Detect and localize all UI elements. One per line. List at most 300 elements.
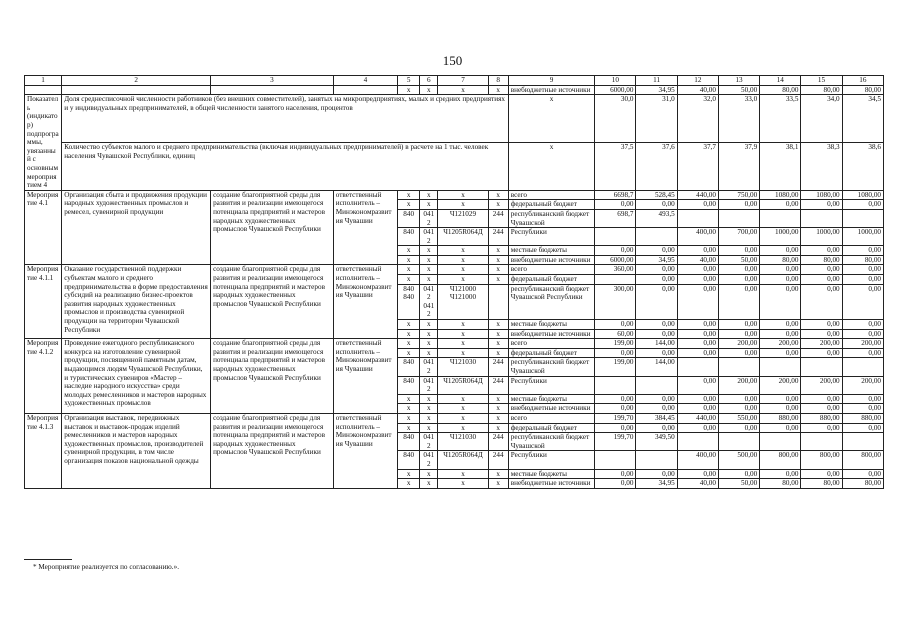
indicator-value: 37,5	[595, 142, 636, 190]
code-cell: x	[398, 265, 420, 275]
value-cell	[718, 358, 759, 376]
value-cell: 880,00	[760, 413, 801, 423]
value-cell	[677, 358, 718, 376]
code-cell: Ч1205R064Д	[438, 376, 488, 394]
value-cell: 0,00	[760, 284, 801, 319]
value-cell: 40,00	[677, 85, 718, 95]
event-executor: ответственный исполнитель – Минэкономразвития Чувашии	[333, 413, 397, 488]
table-row	[25, 339, 884, 349]
value-cell: 0,00	[636, 246, 677, 256]
indicator-value: 38,3	[801, 142, 842, 190]
value-cell: 0,00	[718, 246, 759, 256]
value-cell: 60,00	[595, 329, 636, 339]
code-cell: x	[420, 265, 438, 275]
value-cell: 80,00	[842, 255, 883, 265]
column-number: 1	[25, 76, 62, 86]
value-cell: 6000,00	[595, 255, 636, 265]
value-cell	[801, 209, 842, 227]
code-cell: x	[488, 423, 508, 433]
value-cell: 400,00	[677, 228, 718, 246]
value-cell	[842, 433, 883, 451]
code-cell: x	[438, 200, 488, 210]
code-cell: x	[420, 275, 438, 285]
funding-source: местные бюджеты	[508, 394, 595, 404]
value-cell: 0,00	[677, 469, 718, 479]
value-cell: 440,00	[677, 413, 718, 423]
value-cell	[718, 209, 759, 227]
event-executor: ответственный исполнитель – Минэкономразвития Чувашии	[333, 339, 397, 414]
column-number: 13	[718, 76, 759, 86]
empty-cell	[25, 85, 62, 95]
indicator-value: 32,0	[677, 95, 718, 143]
indicator-mark: x	[508, 95, 595, 143]
value-cell: 200,00	[842, 376, 883, 394]
indicator-value: 38,1	[760, 142, 801, 190]
value-cell: 80,00	[842, 479, 883, 489]
code-cell: Ч1205R064Д	[438, 228, 488, 246]
value-cell: 34,95	[636, 479, 677, 489]
code-cell: x	[438, 423, 488, 433]
value-cell: 0,00	[677, 348, 718, 358]
code-cell: Ч121030	[438, 433, 488, 451]
value-cell: 50,00	[718, 255, 759, 265]
column-number: 7	[438, 76, 488, 86]
event-goal: создание благоприятной среды для развития и реализации имеющегося потенциала предприятий и мастеров народных художественных промыслов Чувашской Республики	[211, 265, 334, 339]
code-cell: 244	[488, 228, 508, 246]
value-cell: 0,00	[801, 320, 842, 330]
value-cell: 0,00	[636, 348, 677, 358]
value-cell: 0,00	[636, 200, 677, 210]
indicator-row	[25, 142, 884, 190]
code-cell: x	[398, 469, 420, 479]
funding-source: всего	[508, 413, 595, 423]
value-cell: 0,00	[801, 200, 842, 210]
event-executor: ответственный исполнитель – Минэкономразвития Чувашии	[333, 265, 397, 339]
funding-source: федеральный бюджет	[508, 200, 595, 210]
value-cell: 0,00	[677, 246, 718, 256]
funding-source: Республики	[508, 228, 595, 246]
code-cell: x	[488, 404, 508, 414]
code-cell: 0412	[420, 376, 438, 394]
value-cell: 0,00	[636, 329, 677, 339]
code-cell: x	[398, 404, 420, 414]
value-cell	[718, 433, 759, 451]
value-cell: 0,00	[760, 265, 801, 275]
column-number: 3	[211, 76, 334, 86]
code-cell: x	[398, 339, 420, 349]
funding-source: внебюджетные источники	[508, 255, 595, 265]
code-cell: x	[488, 255, 508, 265]
code-cell: x	[488, 479, 508, 489]
code-cell: x	[398, 320, 420, 330]
code-cell: x	[488, 348, 508, 358]
indicator-label: Показатель (индикатор) подпрограммы, увязанный с основным мероприятием 4	[25, 95, 62, 191]
code-cell: 0412	[420, 433, 438, 451]
value-cell: 0,00	[801, 246, 842, 256]
code-cell: x	[488, 329, 508, 339]
value-cell: 0,00	[595, 479, 636, 489]
value-cell: 199,00	[595, 358, 636, 376]
header-row	[25, 76, 884, 86]
code-cell: x	[438, 394, 488, 404]
value-cell: 360,00	[595, 265, 636, 275]
funding-source: всего	[508, 265, 595, 275]
code-cell: x	[398, 255, 420, 265]
column-number: 15	[801, 76, 842, 86]
event-code: Мероприятие 4.1.3	[25, 413, 62, 488]
value-cell: 0,00	[595, 469, 636, 479]
value-cell: 0,00	[801, 329, 842, 339]
code-cell: x	[420, 339, 438, 349]
code-cell: x	[438, 320, 488, 330]
column-number: 11	[636, 76, 677, 86]
value-cell: 880,00	[801, 413, 842, 423]
value-cell: 80,00	[801, 255, 842, 265]
code-cell: x	[420, 246, 438, 256]
code-cell: x	[420, 469, 438, 479]
value-cell: 80,00	[760, 85, 801, 95]
code-cell: Ч1205R064Д	[438, 451, 488, 469]
event-name: Организация выставок, передвижных выставок и выставок-продаж изделий ремесленников и мастеров народных художественных промыслов, производителей сувенирной продукции, в том числе организация показов национальной одежды	[62, 413, 211, 488]
value-cell: 0,00	[842, 200, 883, 210]
code-cell: x	[420, 413, 438, 423]
value-cell: 0,00	[677, 404, 718, 414]
footnote-separator	[24, 559, 72, 560]
value-cell: 698,7	[595, 209, 636, 227]
code-cell: 840	[398, 433, 420, 451]
code-cell: 840	[398, 228, 420, 246]
value-cell: 0,00	[677, 376, 718, 394]
value-cell: 144,00	[636, 339, 677, 349]
funding-source: республиканский бюджет Чувашской	[508, 209, 595, 227]
value-cell: 0,00	[842, 348, 883, 358]
value-cell: 80,00	[842, 85, 883, 95]
value-cell: 440,00	[677, 190, 718, 200]
program-table	[24, 75, 884, 489]
code-cell: x	[488, 265, 508, 275]
code-cell: x	[438, 348, 488, 358]
table-row	[25, 413, 884, 423]
value-cell: 0,00	[595, 348, 636, 358]
funding-source: местные бюджеты	[508, 320, 595, 330]
indicator-value: 37,6	[636, 142, 677, 190]
value-cell: 0,00	[842, 275, 883, 285]
value-cell: 200,00	[801, 376, 842, 394]
code-cell: x	[438, 246, 488, 256]
code-cell: x	[398, 275, 420, 285]
code-cell: x	[488, 413, 508, 423]
column-number: 5	[398, 76, 420, 86]
column-number: 16	[842, 76, 883, 86]
value-cell: 0,00	[842, 423, 883, 433]
event-code: Мероприятие 4.1.2	[25, 339, 62, 414]
value-cell: 349,50	[636, 433, 677, 451]
value-cell: 0,00	[677, 423, 718, 433]
value-cell: 0,00	[842, 265, 883, 275]
value-cell: 80,00	[801, 85, 842, 95]
funding-source: Республики	[508, 376, 595, 394]
column-number: 14	[760, 76, 801, 86]
event-code: Мероприятие 4.1	[25, 190, 62, 265]
code-cell: x	[438, 413, 488, 423]
column-number: 4	[333, 76, 397, 86]
code-cell: x	[398, 85, 420, 95]
code-cell: x	[420, 85, 438, 95]
value-cell: 0,00	[595, 200, 636, 210]
value-cell: 0,00	[718, 320, 759, 330]
column-number: 9	[508, 76, 595, 86]
code-cell: x	[488, 469, 508, 479]
event-executor: ответственный исполнитель – Минэкономразвития Чувашии	[333, 190, 397, 265]
code-cell: 244	[488, 209, 508, 227]
funding-source: всего	[508, 339, 595, 349]
value-cell: 0,00	[636, 265, 677, 275]
value-cell: 0,00	[760, 275, 801, 285]
code-cell: x	[398, 190, 420, 200]
code-cell: 840	[398, 376, 420, 394]
value-cell: 0,00	[595, 320, 636, 330]
value-cell: 6698,7	[595, 190, 636, 200]
value-cell: 0,00	[718, 329, 759, 339]
funding-source: внебюджетные источники	[508, 85, 595, 95]
code-cell: x	[420, 404, 438, 414]
code-cell: x	[438, 339, 488, 349]
code-cell: 840	[398, 209, 420, 227]
funding-source: всего	[508, 190, 595, 200]
value-cell: 0,00	[842, 329, 883, 339]
table-row	[25, 265, 884, 275]
value-cell: 0,00	[801, 348, 842, 358]
empty-cell	[333, 85, 397, 95]
indicator-row	[25, 95, 884, 143]
code-cell: x	[398, 329, 420, 339]
value-cell	[760, 358, 801, 376]
value-cell: 0,00	[595, 246, 636, 256]
value-cell: 199,70	[595, 413, 636, 423]
value-cell: 0,00	[677, 265, 718, 275]
value-cell: 400,00	[677, 451, 718, 469]
funding-source: местные бюджеты	[508, 246, 595, 256]
value-cell: 0,00	[842, 284, 883, 319]
value-cell	[677, 433, 718, 451]
value-cell: 6000,00	[595, 85, 636, 95]
value-cell: 200,00	[760, 376, 801, 394]
value-cell: 880,00	[842, 413, 883, 423]
value-cell: 199,70	[595, 433, 636, 451]
value-cell	[636, 451, 677, 469]
column-number: 8	[488, 76, 508, 86]
value-cell: 493,5	[636, 209, 677, 227]
code-cell: 0412	[420, 358, 438, 376]
code-cell: x	[488, 200, 508, 210]
code-cell: Ч121030	[438, 358, 488, 376]
value-cell	[677, 209, 718, 227]
value-cell	[760, 209, 801, 227]
value-cell: 199,00	[595, 339, 636, 349]
value-cell: 0,00	[842, 246, 883, 256]
code-cell: x	[488, 190, 508, 200]
code-cell: x	[420, 255, 438, 265]
code-cell: x	[488, 275, 508, 285]
funding-source: федеральный бюджет	[508, 423, 595, 433]
code-cell: x	[398, 479, 420, 489]
value-cell: 0,00	[801, 265, 842, 275]
value-cell: 0,00	[801, 469, 842, 479]
value-cell: 200,00	[842, 339, 883, 349]
code-cell: x	[488, 85, 508, 95]
value-cell: 200,00	[718, 339, 759, 349]
indicator-value: 34,5	[842, 95, 883, 143]
value-cell: 0,00	[718, 469, 759, 479]
value-cell	[595, 451, 636, 469]
value-cell: 0,00	[760, 200, 801, 210]
value-cell: 0,00	[718, 348, 759, 358]
value-cell: 40,00	[677, 255, 718, 265]
value-cell: 0,00	[842, 320, 883, 330]
value-cell: 34,95	[636, 85, 677, 95]
code-cell: x	[420, 394, 438, 404]
value-cell: 0,00	[677, 320, 718, 330]
code-cell: x	[438, 190, 488, 200]
empty-cell	[62, 85, 211, 95]
value-cell: 40,00	[677, 479, 718, 489]
indicator-text: Количество субъектов малого и среднего предпринимательства (включая индивидуальных предпринимателей) в расчете на 1 тыс. человек населения Чувашской Республики, единиц	[62, 142, 509, 190]
value-cell: 0,00	[718, 265, 759, 275]
value-cell: 0,00	[595, 394, 636, 404]
value-cell: 1000,00	[801, 228, 842, 246]
code-cell: x	[438, 329, 488, 339]
code-cell: x	[420, 200, 438, 210]
event-goal: создание благоприятной среды для развития и реализации имеющегося потенциала предприятий и мастеров народных художественных промыслов Чувашской Республики	[211, 413, 334, 488]
value-cell: 0,00	[801, 404, 842, 414]
value-cell: 500,00	[718, 451, 759, 469]
value-cell: 1080,00	[801, 190, 842, 200]
code-cell: x	[398, 200, 420, 210]
code-cell: Ч121000 Ч121000	[438, 284, 488, 319]
value-cell: 0,00	[677, 275, 718, 285]
funding-source: республиканский бюджет Чувашской Республики	[508, 284, 595, 319]
value-cell	[595, 275, 636, 285]
value-cell: 0,00	[801, 275, 842, 285]
value-cell: 0,00	[760, 469, 801, 479]
code-cell: 0412	[420, 209, 438, 227]
code-cell: 840 840	[398, 284, 420, 319]
funding-source: республиканский бюджет Чувашской	[508, 433, 595, 451]
value-cell: 0,00	[718, 275, 759, 285]
value-cell: 0,00	[718, 404, 759, 414]
value-cell: 0,00	[760, 404, 801, 414]
funding-source: Республики	[508, 451, 595, 469]
code-cell: x	[488, 246, 508, 256]
value-cell: 0,00	[677, 394, 718, 404]
value-cell: 0,00	[760, 246, 801, 256]
value-cell: 200,00	[801, 339, 842, 349]
value-cell: 0,00	[760, 329, 801, 339]
code-cell: Ч121029	[438, 209, 488, 227]
value-cell: 0,00	[842, 469, 883, 479]
code-cell: x	[438, 255, 488, 265]
value-cell: 384,45	[636, 413, 677, 423]
code-cell: x	[438, 469, 488, 479]
value-cell: 0,00	[718, 423, 759, 433]
code-cell: 0412	[420, 451, 438, 469]
value-cell: 34,95	[636, 255, 677, 265]
funding-source: федеральный бюджет	[508, 348, 595, 358]
event-code: Мероприятие 4.1.1	[25, 265, 62, 339]
value-cell: 300,00	[595, 284, 636, 319]
value-cell: 0,00	[801, 423, 842, 433]
value-cell: 0,00	[760, 320, 801, 330]
code-cell: 244	[488, 358, 508, 376]
value-cell: 0,00	[636, 284, 677, 319]
funding-source: местные бюджеты	[508, 469, 595, 479]
value-cell: 550,00	[718, 413, 759, 423]
event-name: Организация сбыта и продвижения продукции народных художественных промыслов и ремесел, сувенирной продукции	[62, 190, 211, 265]
value-cell: 750,00	[718, 190, 759, 200]
value-cell: 0,00	[760, 394, 801, 404]
table-row	[25, 190, 884, 200]
event-goal: создание благоприятной среды для развития и реализации имеющегося потенциала предприятий и мастеров народных художественных промыслов Чувашской Республики	[211, 339, 334, 414]
value-cell: 800,00	[842, 451, 883, 469]
value-cell: 0,00	[760, 348, 801, 358]
value-cell: 0,00	[595, 404, 636, 414]
indicator-mark: x	[508, 142, 595, 190]
code-cell: 0412	[420, 228, 438, 246]
indicator-text: Доля среднесписочной численности работников (без внешних совместителей), занятых на микропредприятиях, малых и средних предприятиях и у индивидуальных предпринимателей, в общей численности занятого населения, процентов	[62, 95, 509, 143]
code-cell: x	[398, 394, 420, 404]
value-cell	[801, 433, 842, 451]
column-number: 6	[420, 76, 438, 86]
funding-source: внебюджетные источники	[508, 479, 595, 489]
value-cell: 0,00	[636, 394, 677, 404]
code-cell: 840	[398, 451, 420, 469]
value-cell: 0,00	[636, 423, 677, 433]
code-cell: x	[420, 479, 438, 489]
code-cell: x	[420, 320, 438, 330]
value-cell	[636, 376, 677, 394]
code-cell: 244	[488, 376, 508, 394]
value-cell: 1080,00	[842, 190, 883, 200]
value-cell	[842, 209, 883, 227]
code-cell: x	[438, 404, 488, 414]
value-cell: 0,00	[636, 275, 677, 285]
value-cell: 1000,00	[842, 228, 883, 246]
event-goal: создание благоприятной среды для развития и реализации имеющегося потенциала предприятий и мастеров народных художественных промыслов Чувашской Республики	[211, 190, 334, 265]
code-cell: x	[438, 479, 488, 489]
value-cell: 80,00	[801, 479, 842, 489]
code-cell: x	[420, 423, 438, 433]
indicator-value: 34,0	[801, 95, 842, 143]
value-cell: 0,00	[677, 329, 718, 339]
value-cell: 80,00	[760, 255, 801, 265]
value-cell: 0,00	[718, 394, 759, 404]
table-row	[25, 85, 884, 95]
code-cell	[488, 284, 508, 319]
footnote: * Мероприятие реализуется по согласованию.».	[33, 563, 179, 571]
code-cell: x	[488, 320, 508, 330]
value-cell: 0,00	[718, 200, 759, 210]
funding-source: внебюджетные источники	[508, 329, 595, 339]
value-cell: 800,00	[801, 451, 842, 469]
value-cell: 0,00	[636, 320, 677, 330]
value-cell: 0,00	[801, 284, 842, 319]
value-cell	[801, 358, 842, 376]
value-cell: 50,00	[718, 479, 759, 489]
code-cell: x	[438, 85, 488, 95]
value-cell: 0,00	[801, 394, 842, 404]
value-cell: 0,00	[677, 200, 718, 210]
value-cell: 80,00	[760, 479, 801, 489]
